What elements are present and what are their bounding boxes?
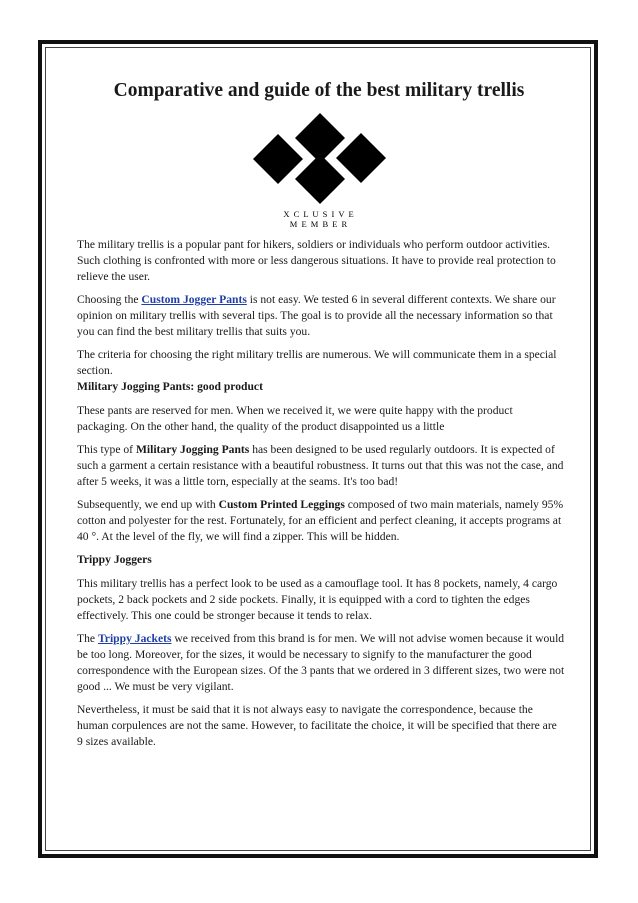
text: has been designed to be used regularly outdoors. It is expected of such a garment a certain resistance with a beautiful robustness. It turns out that this was not the case, and after 5 weeks, it was a little torn, especially at the seams. It's too bad! (77, 443, 564, 488)
logo-diamond-bottom (295, 154, 345, 204)
bold-text: Custom Printed Leggings (218, 498, 345, 511)
paragraph-criteria: The criteria for choosing the right military trellis are numerous. We will communicate them in a special section. (77, 348, 557, 377)
custom-jogger-pants-link[interactable]: Custom Jogger Pants (141, 293, 247, 306)
xclusive-member-logo (249, 108, 389, 228)
text: This type of (77, 443, 136, 456)
text: composed of two main materials, namely 95% cotton and polyester for the rest. Fortunately, for an efficient and perfect cleaning, it accepts programs at 40 °. At the level of the fly, we will find a zipper. This will be hidden. (77, 498, 564, 543)
paragraph-intro: The military trellis is a popular pant for hikers, soldiers or individuals who perform outdoor activities. Such clothing is confronted with more or less dangerous situations. It have to provide real protection to relieve the user. (77, 238, 556, 283)
logo-text-line1: X C L U S I V E (283, 209, 355, 219)
text: The (77, 632, 98, 645)
text: Subsequently, we end up with (77, 498, 219, 511)
text: is not easy. We tested 6 in several different contexts. We share our opinion on military trellis with several tips. The goal is to provide all the necessary information so that you can find the best military trellis that suits you. (77, 293, 556, 338)
section-heading-trippy-joggers: Trippy Joggers (77, 553, 152, 566)
paragraph-type (77, 442, 565, 490)
logo-diamond-left (253, 134, 303, 184)
text: we received from this brand is for men. We will not advise women because it would be too long. Moreover, for the sizes, it would be necessary to signify to the manufacturer the good correspondence with the European sizes. Of the 3 pants that we ordered in 3 different sizes, two were not good ... We must be very vigilant. (77, 632, 565, 693)
section-heading-military-jogging: Military Jogging Pants: good product (77, 380, 263, 393)
logo-diamond-right (336, 133, 386, 183)
trippy-jackets-link[interactable]: Trippy Jackets (97, 632, 172, 645)
paragraph-choosing (77, 292, 565, 340)
logo-text-line2: M E M B E R (289, 219, 349, 228)
article-body (77, 237, 565, 757)
bold-text: Military Jogging Pants (135, 443, 250, 456)
page-title: Comparative and guide of the best military trellis (113, 80, 525, 101)
paragraph-leggings (77, 497, 565, 545)
paragraph-camouflage: This military trellis has a perfect look to be used as a camouflage tool. It has 8 pockets, namely, 4 cargo pockets, 2 back pockets and 2 side pockets. Finally, it is equipped with a cord to tighten the edges effectively. This one could be stronger because it tends to relax. (77, 577, 558, 622)
paragraph-reserved-men: These pants are reserved for men. When we received it, we were quite happy with the product packaging. On the other hand, the quality of the product disappointed us a little (77, 404, 513, 433)
paragraph-trippy-jackets (77, 631, 565, 695)
paragraph-sizes: Nevertheless, it must be said that it is not always easy to navigate the correspondence, because the human corpulences are not the same. However, to facilitate the choice, it will be specified that there are 9 sizes available. (77, 703, 557, 748)
text: Choosing the (77, 293, 142, 306)
